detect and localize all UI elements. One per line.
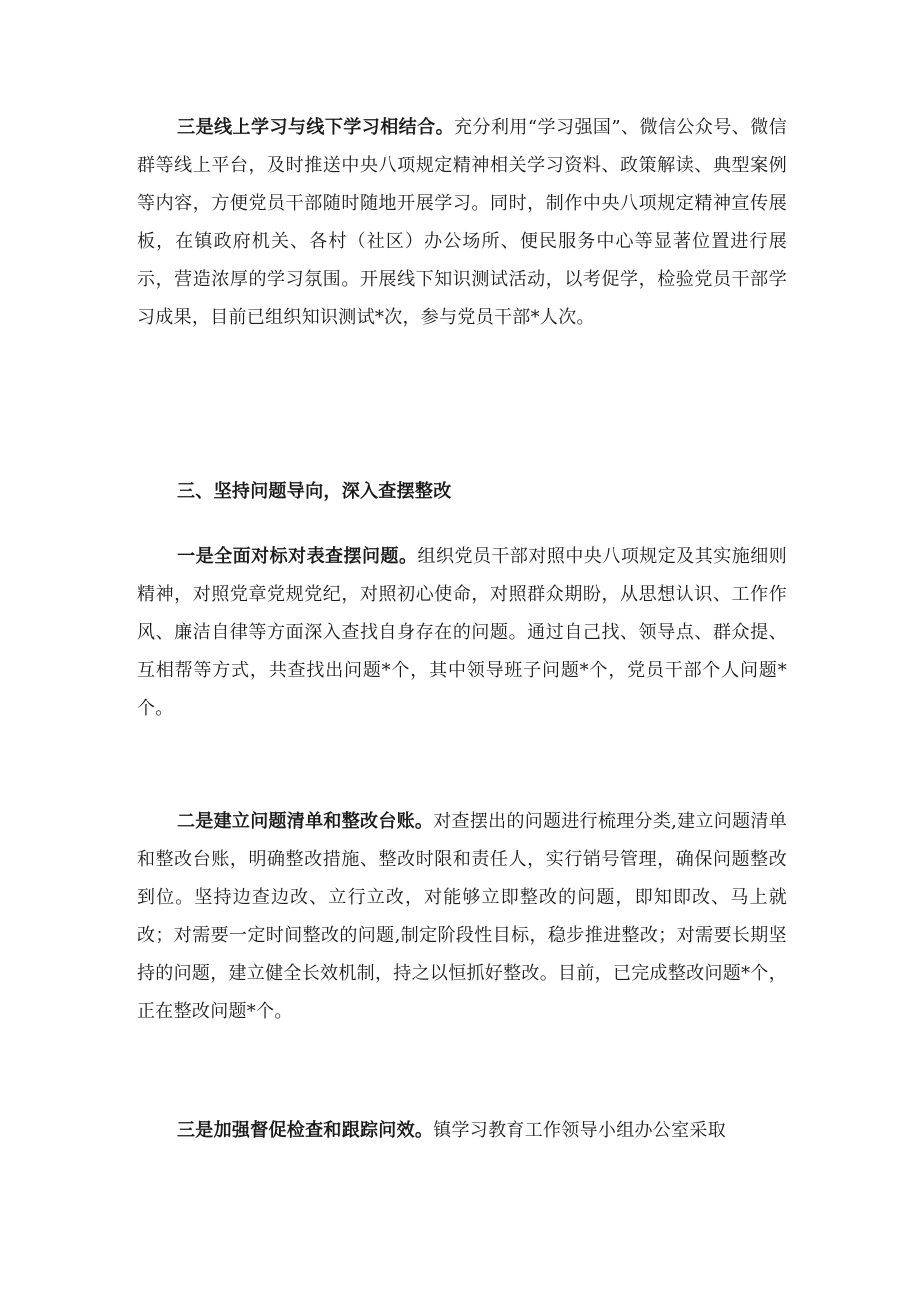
paragraph-problem-list <box>137 803 787 1031</box>
paragraph-body: 组织党员干部对照中央八项规定及其实施细则精神，对照党章党规党纪，对照初心使命，对照群众期盼，从思想认识、工作作风、廉洁自律等方面深入查找自身存在的问题。通过自己找、领导点、群众提、互相帮等方式，共查找出问题*个，其中领导班子问题*个，党员干部个人问题*个。 <box>137 546 787 719</box>
paragraph-body: 充分利用“学习强国”、微信公众号、微信群等线上平台，及时推送中央八项规定精神相关学习资料、政策解读、典型案例等内容，方便党员干部随时随地开展学习。同时，制作中央八项规定精神宣传展板，在镇政府机关、各村（社区）办公场所、便民服务中心等显著位置进行展示，营造浓厚的学习氛围。开展线下知识测试活动，以考促学，检验党员干部学习成果，目前已组织知识测试*次，参与党员干部*人次。 <box>137 117 788 328</box>
paragraph-body: 对查摆出的问题进行梳理分类,建立问题清单和整改台账，明确整改措施、整改时限和责任人，实行销号管理，确保问题整改到位。坚持边查边改、立行立改，对能够立即整改的问题，即知即改、马上就改；对需要一定时间整改的问题,制定阶段性目标，稳步推进整改；对需要长期坚持的问题，建立健全长效机制，持之以恒抓好整改。目前，已完成整改问题*个，正在整改问题*个。 <box>137 811 787 1022</box>
paragraph-lead: 二是建立问题清单和整改台账。 <box>177 811 434 832</box>
paragraph-check-problems <box>137 538 787 728</box>
paragraph-lead: 三是加强督促检查和跟踪问效。 <box>177 1120 434 1141</box>
paragraph-body: 镇学习教育工作领导小组办公室采取 <box>433 1120 727 1141</box>
paragraph-online-offline-learning <box>137 109 787 337</box>
paragraph-lead: 一是全面对标对表查摆问题。 <box>177 546 418 567</box>
paragraph-supervision <box>137 1112 787 1150</box>
paragraph-lead: 三是线上学习与线下学习相结合。 <box>177 117 455 138</box>
section-heading-problem-oriented: 三、坚持问题导向，深入查摆整改 <box>177 481 452 502</box>
